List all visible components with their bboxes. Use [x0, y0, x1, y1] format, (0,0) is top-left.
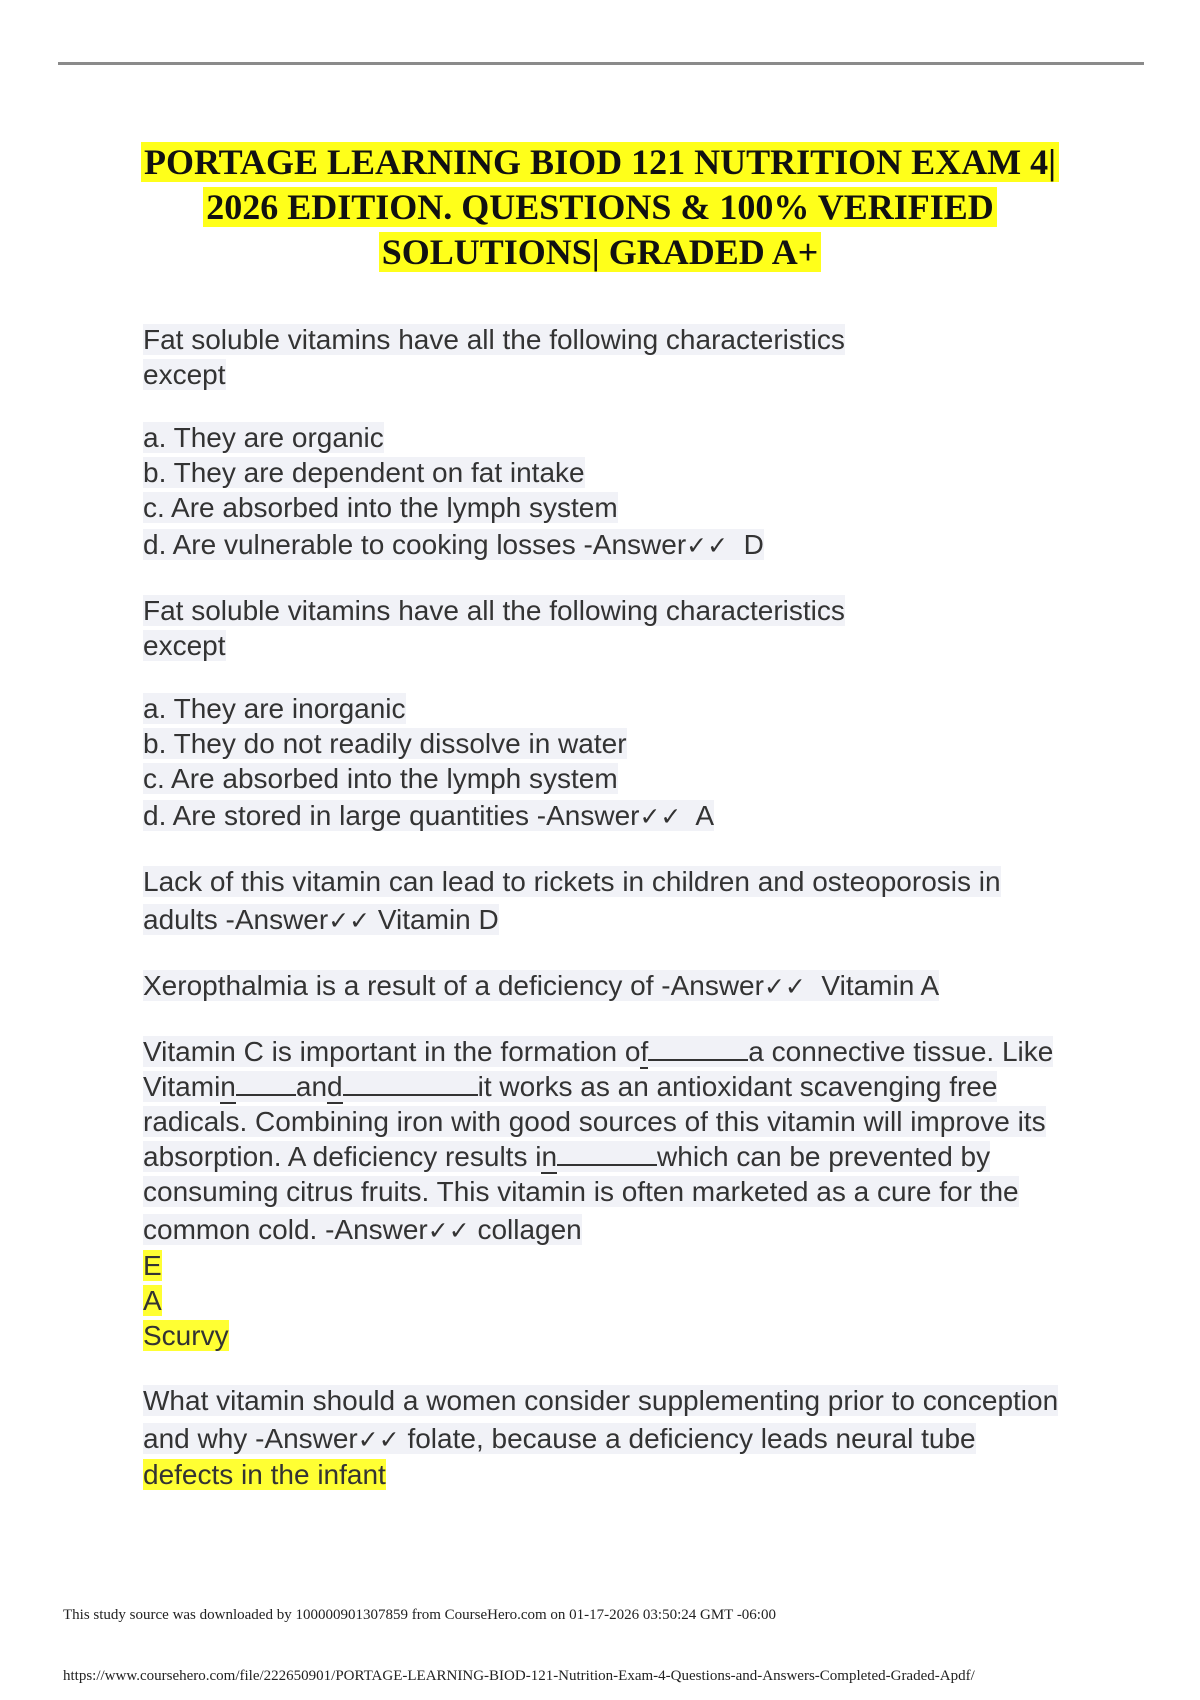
option-c: c. Are absorbed into the lymph system — [143, 763, 618, 794]
question-text-part: n — [220, 1071, 236, 1102]
question-text: radicals. Combining iron with good sources of this vitamin will improve its — [143, 1106, 1046, 1137]
question-text-part: adults -Answer — [143, 904, 329, 935]
option-a: a. They are inorganic — [143, 693, 406, 724]
question-1-stem — [143, 322, 1073, 392]
title-line: PORTAGE LEARNING BIOD 121 NUTRITION EXAM 4| — [141, 142, 1059, 182]
question-text-part: f — [640, 1036, 649, 1067]
check-marks-icon: ✓✓ — [763, 972, 806, 1001]
question-text-part: and why -Answer — [143, 1423, 358, 1454]
option-c: c. Are absorbed into the lymph system — [143, 492, 618, 523]
title-line: 2026 EDITION. QUESTIONS & 100% VERIFIED — [203, 187, 996, 227]
answer-line: E — [143, 1250, 162, 1281]
answer: A — [695, 800, 715, 831]
question-text: Fat soluble vitamins have all the following characteristics — [143, 595, 845, 626]
question-3 — [143, 864, 1073, 938]
question-5 — [143, 1034, 1073, 1353]
question-text — [143, 1036, 1053, 1067]
question-text: Lack of this vitamin can lead to rickets in children and osteoporosis in — [143, 866, 1001, 897]
answer: D — [743, 529, 764, 560]
question-text-part: it works as an antioxidant scavenging free — [477, 1071, 998, 1102]
question-text-part: common cold. -Answer — [143, 1214, 428, 1245]
option-b: b. They are dependent on fat intake — [143, 457, 585, 488]
answer-line: A — [143, 1285, 162, 1316]
question-2-options — [143, 691, 1073, 834]
answer-line: Scurvy — [143, 1320, 229, 1351]
question-text-part: Xeropthalmia is a result of a deficiency of -Answer — [143, 970, 764, 1001]
question-text-part: a connective tissue. Like — [748, 1036, 1054, 1067]
option-a: a. They are organic — [143, 422, 384, 453]
option-d-text: d. Are vulnerable to cooking losses -Answer — [143, 529, 687, 560]
question-text-part: which can be prevented by — [657, 1141, 991, 1172]
fill-blank — [648, 1037, 748, 1061]
question-text: except — [143, 630, 226, 661]
answer-line: defects in the infant — [143, 1459, 386, 1490]
answer: collagen — [477, 1214, 582, 1245]
question-text — [143, 1071, 997, 1102]
check-marks-icon: ✓✓ — [357, 1425, 400, 1454]
question-2-stem — [143, 593, 1073, 663]
question-text-part: d — [327, 1071, 343, 1102]
option-b: b. They do not readily dissolve in water — [143, 728, 627, 759]
question-1-options — [143, 420, 1073, 563]
question-text-part: Vitamin C is important in the formation o — [143, 1036, 641, 1067]
question-text: Fat soluble vitamins have all the following characteristics — [143, 324, 845, 355]
question-text-part: Vitami — [143, 1071, 221, 1102]
fill-blank — [343, 1072, 478, 1096]
question-4 — [143, 968, 1073, 1004]
question-text-part: absorption. A deficiency results i — [143, 1141, 542, 1172]
question-text — [143, 904, 499, 935]
fill-blank — [557, 1142, 657, 1166]
question-text-part: an — [295, 1071, 328, 1102]
question-text — [143, 970, 939, 1001]
question-6 — [143, 1383, 1073, 1492]
option-d — [143, 529, 764, 560]
question-text: What vitamin should a women consider supplementing prior to conception — [143, 1385, 1059, 1416]
question-text — [143, 1141, 990, 1172]
question-text — [143, 1423, 976, 1454]
top-rule — [58, 62, 1144, 65]
document-title — [60, 140, 1140, 275]
option-d-text: d. Are stored in large quantities -Answer — [143, 800, 640, 831]
fill-blank — [236, 1072, 296, 1096]
answer: Vitamin A — [821, 970, 940, 1001]
check-marks-icon: ✓✓ — [427, 1216, 470, 1245]
answer: Vitamin D — [377, 904, 499, 935]
source-url: https://www.coursehero.com/file/222650901/PORTAGE-LEARNING-BIOD-121-Nutrition-Exam-4-Questions-and-Answers-Completed-Graded-Apdf/ — [63, 1668, 975, 1684]
download-notice: This study source was downloaded by 100000901307859 from CourseHero.com on 01-17-2026 03:50:24 GMT -06:00 — [63, 1607, 776, 1623]
question-text-part: n — [541, 1141, 558, 1172]
check-marks-icon: ✓✓ — [639, 802, 682, 831]
question-list — [143, 322, 1073, 1522]
question-text: except — [143, 359, 226, 390]
check-marks-icon: ✓✓ — [686, 531, 729, 560]
title-line: SOLUTIONS| GRADED A+ — [379, 232, 822, 272]
answer: folate, because a deficiency leads neural tube — [407, 1423, 976, 1454]
check-marks-icon: ✓✓ — [328, 906, 371, 935]
question-text: consuming citrus fruits. This vitamin is often marketed as a cure for the — [143, 1176, 1019, 1207]
question-text — [143, 1214, 582, 1245]
option-d — [143, 800, 714, 831]
